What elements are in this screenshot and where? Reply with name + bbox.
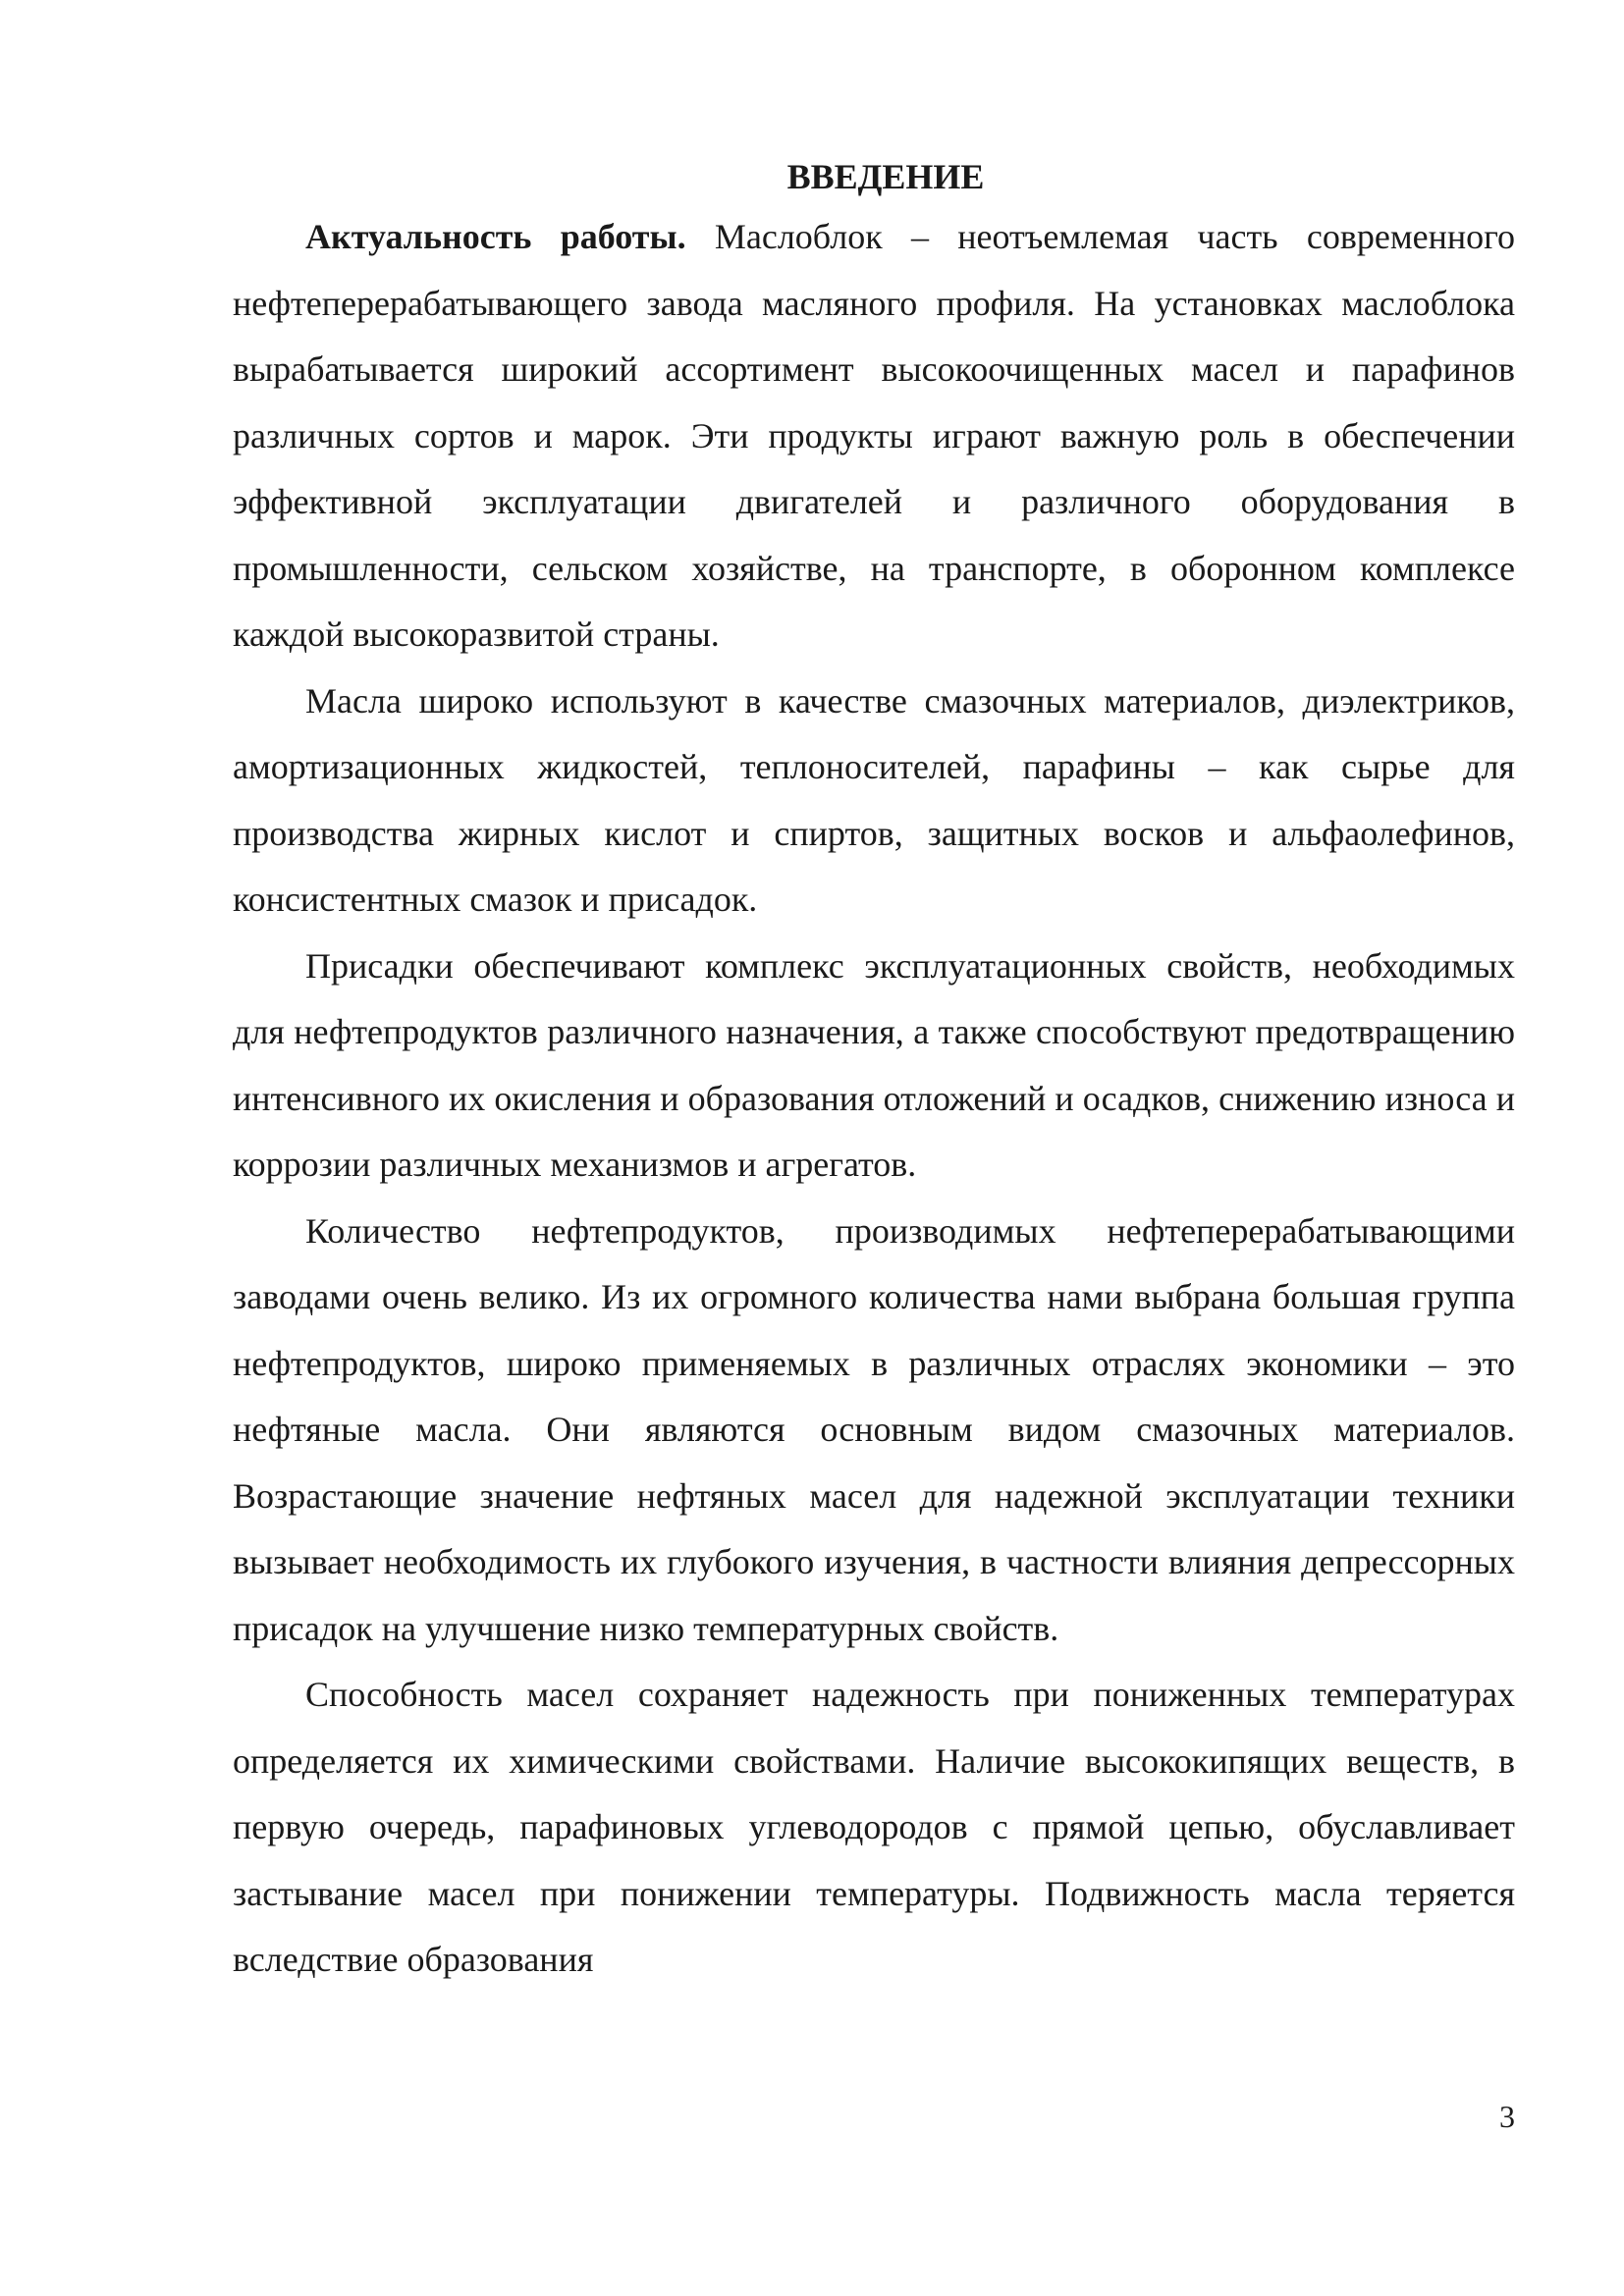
- paragraph-additives: Присадки обеспечивают комплекс эксплуатационных свойств, необходимых для нефтепродуктов различного назначения, а также способствуют предотвращению интенсивного их окисления и образования отложений и осадков, снижению износа и коррозии различных механизмов и агрегатов.: [233, 945, 1515, 1184]
- paragraph-relevance: [233, 204, 1515, 668]
- paragraph-low-temperature: Способность масел сохраняет надежность при пониженных температурах определяется их химическими свойствами. Наличие высококипящих веществ, в первую очередь, парафиновых углеводородов с прямой цепью, обуславливает застывание масел при понижении температуры. Подвижность масла теряется вследствие образования: [233, 1675, 1515, 1979]
- paragraph-oil-uses: Масла широко используют в качестве смазочных материалов, диэлектриков, амортизационных жидкостей, теплоносителей, парафины – как сырье для производства жирных кислот и спиртов, защитных восков и альфаолефинов, консистентных смазок и присадок.: [233, 680, 1515, 919]
- section-heading: ВВЕДЕНИЕ: [786, 157, 985, 196]
- page-number: 3: [1499, 2099, 1515, 2134]
- paragraph-text: Маслоблок – неотъемлемая часть современного нефтеперерабатывающего завода масляного профиля. На установках маслоблока вырабатывается широкий ассортимент высокоочищенных масел и парафинов различных сортов и марок. Эти продукты играют важную роль в обеспечении эффективной эксплуатации двигателей и различного оборудования в промышленности, сельском хозяйстве, на транспорте, в оборонном комплексе каждой высокоразвитой страны.: [233, 217, 1515, 654]
- paragraph-lead: Актуальность работы.: [305, 217, 686, 256]
- page-body: [233, 149, 1515, 1994]
- paragraph-petroleum-products: Количество нефтепродуктов, производимых нефтеперерабатывающими заводами очень велико. Из их огромного количества нами выбрана большая группа нефтепродуктов, широко применяемых в различных отраслях экономики – это нефтяные масла. Они являются основным видом смазочных материалов. Возрастающие значение нефтяных масел для надежной эксплуатации техники вызывает необходимость их глубокого изучения, в частности влияния депрессорных присадок на улучшение низко температурных свойств.: [233, 1210, 1515, 1648]
